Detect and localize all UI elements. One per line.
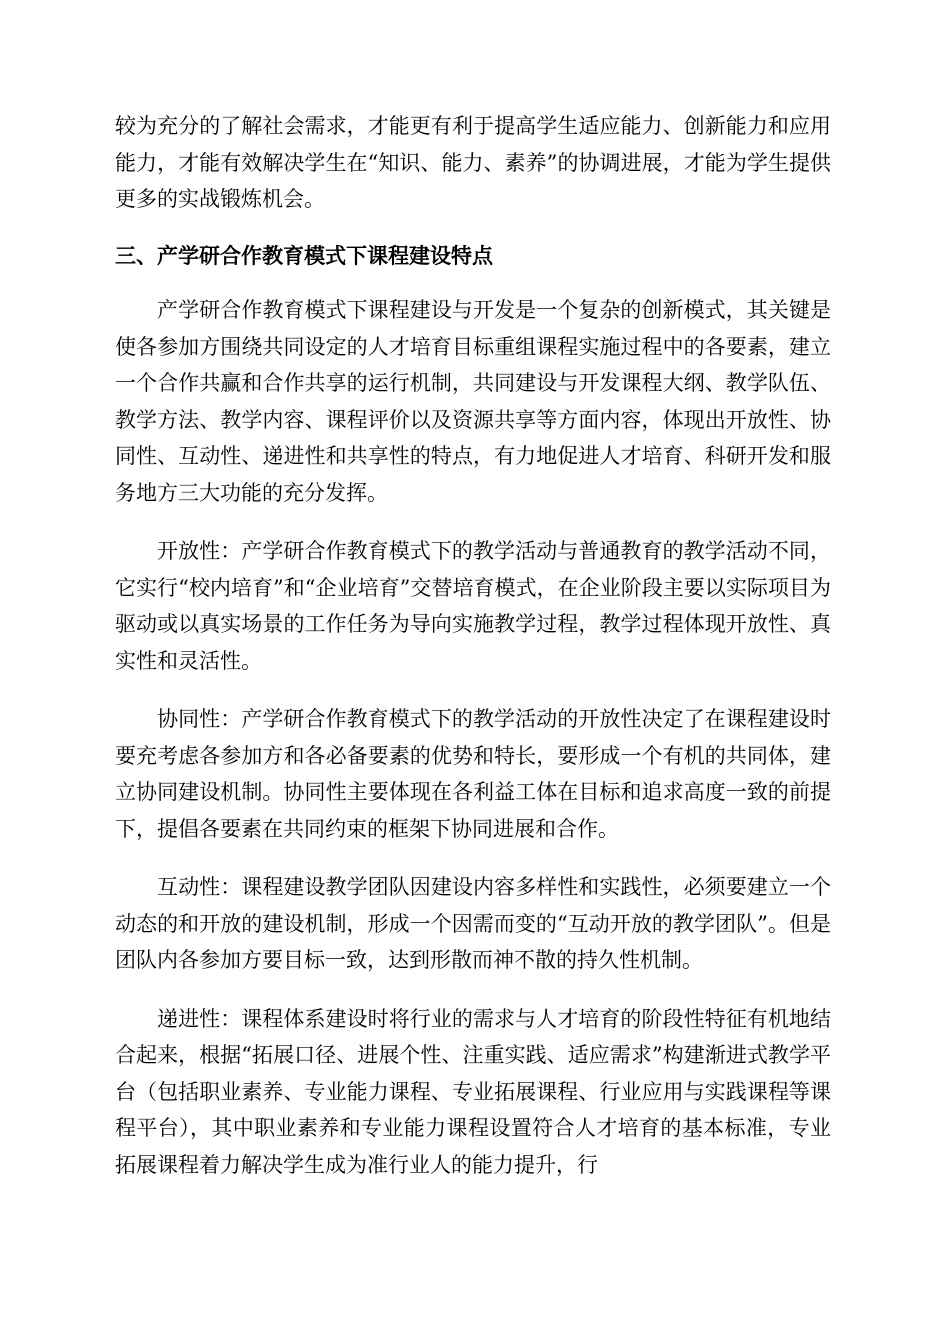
- intro-paragraph: 较为充分的了解社会需求，才能更有利于提高学生适应能力、创新能力和应用能力，才能有效解决学生在“知识、能力、素养”的协调进展，才能为学生提供更多的实战锻炼机会。: [115, 114, 831, 211]
- section-heading: 三、产学研合作教育模式下课程建设特点: [115, 243, 493, 268]
- paragraph-overview: 产学研合作教育模式下课程建设与开发是一个复杂的创新模式，其关键是使各参加方围绕共同设定的人才培育目标重组课程实施过程中的各要素，建立一个合作共赢和合作共享的运行机制，共同建设与开发课程大纲、教学队伍、教学方法、教学内容、课程评价以及资源共享等方面内容，体现出开放性、协同性、互动性、递进性和共享性的特点，有力地促进人才培育、科研开发和服务地方三大功能的充分发挥。: [115, 298, 831, 505]
- paragraph-synergy: 协同性：产学研合作教育模式下的教学活动的开放性决定了在课程建设时要充考虑各参加方和各必备要素的优势和特长，要形成一个有机的共同体，建立协同建设机制。协同性主要体现在各利益工体在目标和追求高度一致的前提下，提倡各要素在共同约束的框架下协同进展和合作。: [115, 707, 831, 841]
- paragraph-openness: 开放性：产学研合作教育模式下的教学活动与普通教育的教学活动不同，它实行“校内培育”和“企业培育”交替培育模式，在企业阶段主要以实际项目为驱动或以真实场景的工作任务为导向实施教学过程，教学过程体现开放性、真实性和灵活性。: [115, 539, 831, 673]
- paragraph-progression: 递进性：课程体系建设时将行业的需求与人才培育的阶段性特征有机地结合起来，根据“拓展口径、进展个性、注重实践、适应需求”构建渐进式教学平台（包括职业素养、专业能力课程、专业拓展课程、行业应用与实践课程等课程平台），其中职业素养和专业能力课程设置符合人才培育的基本标准，专业拓展课程着力解决学生成为准行业人的能力提升，行: [115, 1006, 831, 1177]
- paragraph-interactivity: 互动性：课程建设教学团队因建设内容多样性和实践性，必须要建立一个动态的和开放的建设机制，形成一个因需而变的“互动开放的教学团队”。但是团队内各参加方要目标一致，达到形散而神不散的持久性机制。: [115, 875, 831, 972]
- document-page: [115, 108, 831, 1183]
